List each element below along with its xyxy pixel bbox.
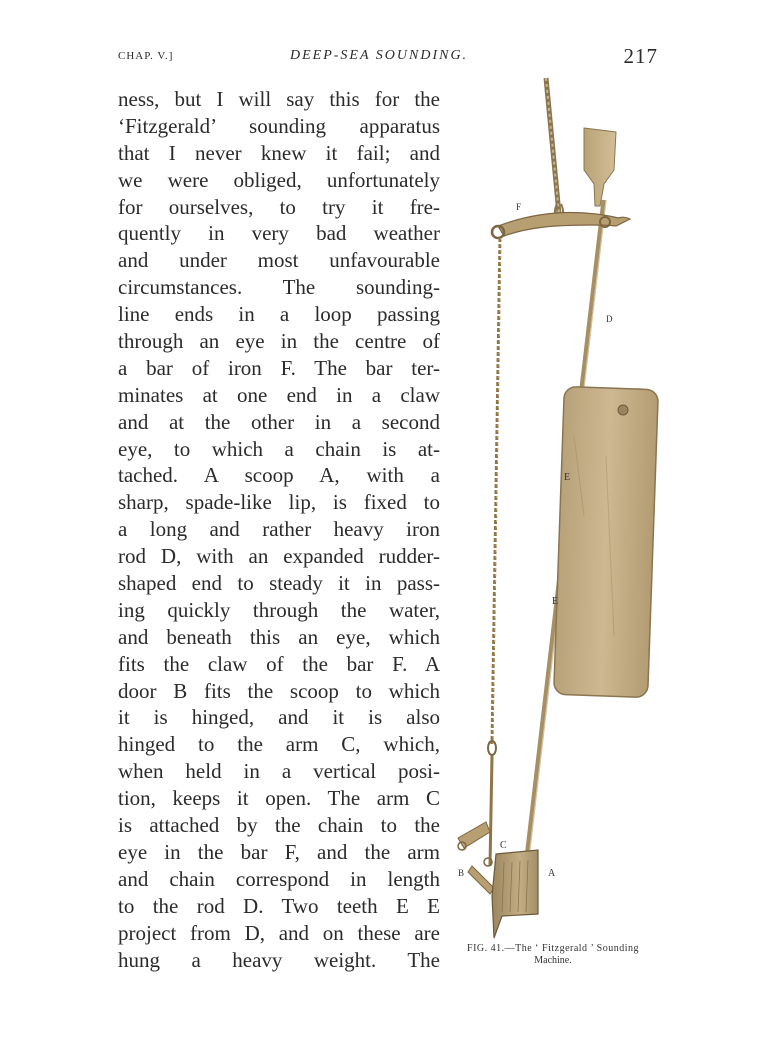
text-line: that I never knew it fail; and	[118, 140, 440, 165]
sounding-machine-drawing	[446, 76, 676, 946]
text-line: rod D, with an expanded rudder-	[118, 544, 440, 569]
label-f: F	[516, 202, 522, 212]
text-line: through an eye in the centre of	[118, 329, 440, 354]
chain	[488, 238, 501, 755]
text-line: fits the claw of the bar F. A	[118, 651, 440, 676]
text-line: for ourselves, to try it fre-	[118, 194, 440, 219]
text-line: we were obliged, unfortunately	[118, 167, 440, 192]
page-number: 217	[623, 44, 658, 68]
text-line: ing quickly through the water,	[118, 597, 440, 622]
text-line: to the rod D. Two teeth E E	[118, 893, 440, 918]
running-title: DEEP-SEA SOUNDING.	[290, 48, 469, 63]
text-line: sharp, spade-like lip, is fixed to	[118, 490, 440, 515]
text-line: and chain correspond in length	[118, 866, 440, 891]
text-line: and at the other in a second	[118, 409, 440, 434]
text-line: shaped end to steady it in pass-	[118, 571, 440, 596]
text-line: tached. A scoop A, with a	[118, 463, 440, 488]
text-line: a bar of iron F. The bar ter-	[118, 355, 440, 380]
body-text-column	[118, 86, 440, 973]
text-line: it is hinged, and it is also	[118, 705, 440, 730]
text-line: line ends in a loop passing	[118, 302, 440, 327]
text-line: circumstances. The sounding-	[118, 275, 440, 300]
text-line: ness, but I will say this for the	[118, 87, 440, 111]
text-line: quently in very bad weather	[118, 221, 440, 246]
figure-caption	[446, 943, 660, 967]
text-line: ‘Fitzgerald’ sounding apparatus	[118, 113, 440, 138]
text-line: and beneath this an eye, which	[118, 624, 440, 649]
label-a: A	[548, 868, 556, 879]
label-c: C	[500, 840, 507, 851]
text-line: is attached by the chain to the	[118, 813, 440, 838]
sounding-machine-illustration	[446, 76, 676, 946]
page-header	[118, 44, 658, 70]
text-line: and under most unfavourable	[118, 248, 440, 273]
label-e-upper: E	[564, 472, 571, 483]
label-e-lower: E	[552, 596, 559, 607]
rudder-paddle	[584, 128, 616, 206]
caption-line-1: FIG. 41.—The ‘ Fitzgerald ’ Sounding	[467, 943, 639, 954]
text-line: eye, to which a chain is at-	[118, 436, 440, 461]
label-b: B	[458, 868, 465, 878]
text-line: door B fits the scoop to which	[118, 678, 440, 703]
chapter-reference: CHAP. V.]	[118, 50, 174, 62]
weight-block	[554, 386, 659, 697]
text-line: project from D, and on these are	[118, 920, 440, 945]
text-line: minates at one end in a claw	[118, 382, 440, 407]
iron-bar-f	[492, 213, 630, 239]
text-line: eye in the bar F, and the arm	[118, 839, 440, 864]
text-line: tion, keeps it open. The arm C	[118, 786, 440, 811]
sounding-line	[546, 78, 563, 220]
text-line: a long and rather heavy iron	[118, 517, 440, 542]
label-d: D	[606, 314, 613, 324]
text-line: hung a heavy weight. The	[118, 947, 440, 972]
text-line: when held in a vertical posi-	[118, 759, 440, 784]
text-line: hinged to the arm C, which,	[118, 732, 440, 757]
caption-line-2: Machine.	[534, 955, 572, 966]
